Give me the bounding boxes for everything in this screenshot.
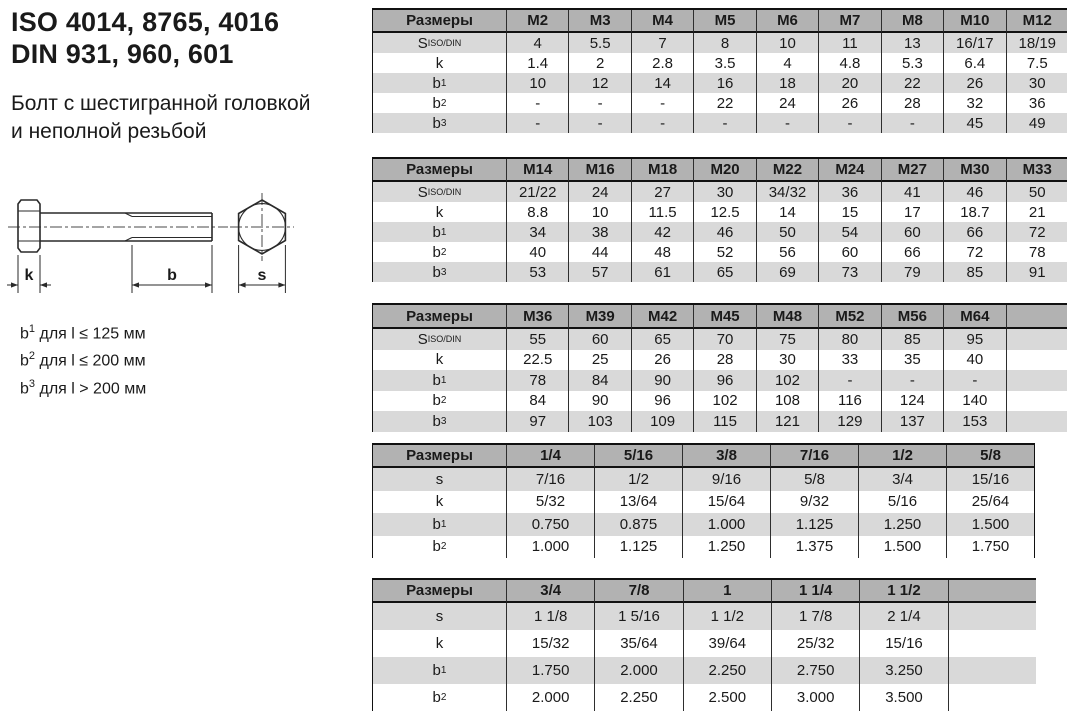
data-cell: 42	[631, 222, 693, 242]
data-cell: 15/64	[682, 491, 770, 514]
data-cell: -	[756, 113, 818, 133]
data-cell: 140	[943, 391, 1005, 412]
data-cell: 7.5	[1006, 53, 1067, 73]
data-cell: 10	[568, 202, 630, 222]
data-cell: 1.000	[506, 536, 594, 559]
data-cell: 24	[568, 182, 630, 202]
data-cell: 20	[818, 73, 880, 93]
dimension-table-metric-m2-m12	[372, 8, 1067, 133]
data-cell: 1.375	[770, 536, 858, 559]
column-header: 1	[683, 580, 771, 603]
data-cell: 15/32	[506, 630, 594, 657]
data-cell: 22	[693, 93, 755, 113]
data-cell: 30	[756, 350, 818, 371]
data-cell: 21/22	[506, 182, 568, 202]
data-cell: 7/16	[506, 468, 594, 491]
data-cell: 1/2	[594, 468, 682, 491]
data-cell: 1 7/8	[771, 603, 859, 630]
data-cell: 102	[693, 391, 755, 412]
column-header: M20	[693, 159, 755, 182]
column-header-empty	[948, 580, 1036, 603]
column-header: M2	[506, 10, 568, 33]
data-cell: 69	[756, 262, 818, 282]
column-header: M42	[631, 305, 693, 329]
column-header: 1/4	[506, 445, 594, 468]
data-cell: 85	[881, 329, 943, 350]
data-cell: 5.5	[568, 33, 630, 53]
data-cell: 80	[818, 329, 880, 350]
data-cell: 8.8	[506, 202, 568, 222]
data-cell-empty	[948, 630, 1036, 657]
column-header: M8	[881, 10, 943, 33]
data-cell: 18/19	[1006, 33, 1067, 53]
column-header: 3/8	[682, 445, 770, 468]
data-cell: 40	[506, 242, 568, 262]
product-subtitle	[11, 90, 310, 146]
data-cell-empty	[1006, 391, 1067, 412]
data-cell: 96	[693, 370, 755, 391]
data-cell: 70	[693, 329, 755, 350]
data-cell: 50	[756, 222, 818, 242]
standards-title	[11, 6, 279, 70]
row-label: b 1	[373, 657, 506, 684]
data-cell-empty	[1006, 370, 1067, 391]
data-cell: 4.8	[818, 53, 880, 73]
footnote-b3	[20, 373, 146, 400]
data-cell: -	[568, 93, 630, 113]
row-label: k	[435, 54, 444, 72]
column-header: 1/2	[858, 445, 946, 468]
data-cell: 48	[631, 242, 693, 262]
column-header: 7/16	[770, 445, 858, 468]
data-cell: 103	[568, 411, 630, 432]
size-header-label: Размеры	[373, 445, 506, 468]
data-cell: 4	[756, 53, 818, 73]
column-header: M6	[756, 10, 818, 33]
data-cell: 17	[881, 202, 943, 222]
data-cell: 34	[506, 222, 568, 242]
data-cell: 6.4	[943, 53, 1005, 73]
column-header: M52	[818, 305, 880, 329]
data-cell-empty	[1006, 350, 1067, 371]
data-cell: 2.250	[683, 657, 771, 684]
data-cell: 1.500	[946, 513, 1034, 536]
data-cell: 13/64	[594, 491, 682, 514]
data-cell: 11	[818, 33, 880, 53]
data-cell: 49	[1006, 113, 1067, 133]
row-label: s	[373, 603, 506, 630]
title-line-iso: ISO 4014, 8765, 4016	[11, 7, 280, 37]
data-cell: 12.5	[693, 202, 755, 222]
data-cell: 25/64	[946, 491, 1034, 514]
column-header: 1 1/4	[771, 580, 859, 603]
row-label: b 2	[432, 538, 447, 556]
data-cell: 28	[881, 93, 943, 113]
column-header: M24	[818, 159, 880, 182]
data-cell: 53	[506, 262, 568, 282]
footnote-symbol: b	[20, 352, 29, 370]
footnote-superscript: 3	[28, 377, 36, 390]
column-header: M27	[881, 159, 943, 182]
data-cell-empty	[948, 603, 1036, 630]
data-cell: 0.750	[506, 513, 594, 536]
row-label: S ISO/DIN	[373, 33, 506, 53]
data-cell: 95	[943, 329, 1005, 350]
data-cell: 26	[943, 73, 1005, 93]
row-label: s	[373, 468, 506, 491]
row-label: b 3	[373, 411, 506, 432]
data-cell: 3.5	[693, 53, 755, 73]
size-header-label: Размеры	[373, 305, 506, 329]
data-cell: 1 1/2	[683, 603, 771, 630]
column-header: M45	[693, 305, 755, 329]
row-label: b 1	[373, 73, 506, 93]
data-cell: 25/32	[771, 630, 859, 657]
data-cell: 1.250	[858, 513, 946, 536]
column-header: M33	[1006, 159, 1067, 182]
data-cell: -	[568, 113, 630, 133]
title-line-din: DIN 931, 960, 601	[11, 39, 234, 69]
data-cell: 10	[506, 73, 568, 93]
data-cell: 15	[818, 202, 880, 222]
data-cell: 73	[818, 262, 880, 282]
data-cell: 36	[1006, 93, 1067, 113]
data-cell: 9/16	[682, 468, 770, 491]
data-cell: 14	[756, 202, 818, 222]
data-cell: 137	[881, 411, 943, 432]
row-label: b 3	[373, 113, 506, 133]
data-cell: 3.250	[859, 657, 947, 684]
footnote-b1	[20, 318, 146, 345]
data-cell-empty	[1006, 411, 1067, 432]
column-header: M5	[693, 10, 755, 33]
data-cell-empty	[948, 657, 1036, 684]
data-cell: 1.750	[506, 657, 594, 684]
dimension-table-inch-threequarter-to-oneandhalf	[372, 578, 1036, 711]
data-cell: 34/32	[756, 182, 818, 202]
footnote-superscript: 2	[28, 350, 36, 363]
data-cell: 75	[756, 329, 818, 350]
row-label: k	[435, 351, 444, 369]
bolt-end-view	[230, 193, 294, 293]
data-cell: 129	[818, 411, 880, 432]
data-cell: 57	[568, 262, 630, 282]
data-cell: 13	[881, 33, 943, 53]
data-cell: 96	[631, 391, 693, 412]
dimension-table-inch-quarter-to-fiveeighths	[372, 443, 1035, 558]
data-cell: 115	[693, 411, 755, 432]
data-cell: 116	[818, 391, 880, 412]
data-cell: 15/16	[859, 630, 947, 657]
data-cell: 8	[693, 33, 755, 53]
data-cell: 22.5	[506, 350, 568, 371]
data-cell: -	[818, 113, 880, 133]
data-cell: 55	[506, 329, 568, 350]
data-cell: 66	[943, 222, 1005, 242]
data-cell: 5/8	[770, 468, 858, 491]
data-cell: 3.500	[859, 684, 947, 711]
data-cell: 25	[568, 350, 630, 371]
row-label: S ISO/DIN	[373, 182, 506, 202]
footnotes	[20, 318, 146, 400]
column-header: M10	[943, 10, 1005, 33]
dim-label-k: k	[24, 267, 34, 284]
data-cell: 40	[943, 350, 1005, 371]
data-cell: 65	[631, 329, 693, 350]
data-cell: 45	[943, 113, 1005, 133]
data-cell: 4	[506, 33, 568, 53]
data-cell: 90	[568, 391, 630, 412]
column-header: 7/8	[594, 580, 682, 603]
bolt-side-view	[7, 200, 228, 293]
data-cell: 72	[1006, 222, 1067, 242]
data-cell: 36	[818, 182, 880, 202]
data-cell: 90	[631, 370, 693, 391]
data-cell: 2.8	[631, 53, 693, 73]
data-cell: 79	[881, 262, 943, 282]
data-cell: 21	[1006, 202, 1067, 222]
data-cell: 121	[756, 411, 818, 432]
data-cell: 1.250	[682, 536, 770, 559]
data-cell: 153	[943, 411, 1005, 432]
data-cell: 91	[1006, 262, 1067, 282]
data-cell: 27	[631, 182, 693, 202]
data-cell: 54	[818, 222, 880, 242]
column-header: M12	[1006, 10, 1067, 33]
data-cell: 18	[756, 73, 818, 93]
data-cell: 11.5	[631, 202, 693, 222]
column-header: M3	[568, 10, 630, 33]
column-header: M14	[506, 159, 568, 182]
dim-label-s: s	[257, 267, 267, 284]
data-cell: 33	[818, 350, 880, 371]
data-cell: 50	[1006, 182, 1067, 202]
column-header: M56	[881, 305, 943, 329]
data-cell-empty	[948, 684, 1036, 711]
data-cell: 16/17	[943, 33, 1005, 53]
data-cell: 2.750	[771, 657, 859, 684]
row-label: k	[435, 635, 444, 652]
data-cell: 109	[631, 411, 693, 432]
data-cell: 44	[568, 242, 630, 262]
row-label: b 1	[373, 513, 506, 536]
column-header: 1 1/2	[859, 580, 947, 603]
footnote-text: для l ≤ 200 мм	[39, 352, 146, 370]
data-cell: -	[506, 93, 568, 113]
data-cell: -	[693, 113, 755, 133]
data-cell: 16	[693, 73, 755, 93]
bolt-technical-drawing	[6, 185, 336, 305]
data-cell: 26	[631, 350, 693, 371]
data-cell: 38	[568, 222, 630, 242]
data-cell: 46	[943, 182, 1005, 202]
row-label: b 3	[373, 262, 506, 282]
row-label: k	[435, 203, 444, 221]
data-cell: 9/32	[770, 491, 858, 514]
data-cell: 2 1/4	[859, 603, 947, 630]
data-cell: 2.250	[594, 684, 682, 711]
column-header: M36	[506, 305, 568, 329]
row-label: b 2	[432, 243, 447, 261]
data-cell: 84	[568, 370, 630, 391]
subtitle-line-1: Болт с шестигранной головкой	[11, 92, 311, 115]
subtitle-line-2: и неполной резьбой	[11, 120, 207, 143]
data-cell: 78	[506, 370, 568, 391]
data-cell: 18.7	[943, 202, 1005, 222]
data-cell: -	[631, 93, 693, 113]
footnote-b2	[20, 345, 146, 372]
data-cell: 7	[631, 33, 693, 53]
data-cell: 14	[631, 73, 693, 93]
data-cell: 60	[818, 242, 880, 262]
data-cell: 97	[506, 411, 568, 432]
footnote-symbol: b	[20, 325, 29, 343]
row-label: b 1	[373, 222, 506, 242]
data-cell: 65	[693, 262, 755, 282]
data-cell-empty	[1006, 329, 1067, 350]
data-cell: 3/4	[858, 468, 946, 491]
data-cell: 12	[568, 73, 630, 93]
data-cell: -	[631, 113, 693, 133]
row-label: b 2	[432, 94, 447, 112]
data-cell: 2.000	[594, 657, 682, 684]
column-header: M64	[943, 305, 1005, 329]
data-cell: 124	[881, 391, 943, 412]
column-header: M4	[631, 10, 693, 33]
data-cell: 102	[756, 370, 818, 391]
data-cell: 35	[881, 350, 943, 371]
data-cell: 61	[631, 262, 693, 282]
data-cell: 1.125	[770, 513, 858, 536]
size-header-label: Размеры	[373, 580, 506, 603]
data-cell: 78	[1006, 242, 1067, 262]
data-cell: 35/64	[594, 630, 682, 657]
dimension-table-metric-m14-m33	[372, 157, 1067, 282]
data-cell: 46	[693, 222, 755, 242]
data-cell: 3.000	[771, 684, 859, 711]
data-cell: 85	[943, 262, 1005, 282]
column-header: M18	[631, 159, 693, 182]
data-cell: 26	[818, 93, 880, 113]
data-cell: 52	[693, 242, 755, 262]
data-cell: 66	[881, 242, 943, 262]
data-cell: 5/16	[858, 491, 946, 514]
data-cell: 1.125	[594, 536, 682, 559]
dim-label-b: b	[167, 267, 177, 284]
size-header-label: Размеры	[373, 159, 506, 182]
data-cell: 1 1/8	[506, 603, 594, 630]
column-header: M39	[568, 305, 630, 329]
data-cell: 0.875	[594, 513, 682, 536]
row-label: S ISO/DIN	[373, 329, 506, 350]
column-header: 5/8	[946, 445, 1034, 468]
column-header: M22	[756, 159, 818, 182]
column-header: M16	[568, 159, 630, 182]
footnote-symbol: b	[20, 379, 29, 397]
data-cell: 2.500	[683, 684, 771, 711]
data-cell: 41	[881, 182, 943, 202]
data-cell: 15/16	[946, 468, 1034, 491]
data-cell: 5/32	[506, 491, 594, 514]
column-header-empty	[1006, 305, 1067, 329]
data-cell: 72	[943, 242, 1005, 262]
row-label: b 2	[432, 392, 447, 410]
column-header: M48	[756, 305, 818, 329]
data-cell: 5.3	[881, 53, 943, 73]
footnote-superscript: 1	[28, 323, 36, 335]
data-cell: 39/64	[683, 630, 771, 657]
data-cell: 2.000	[506, 684, 594, 711]
column-header: M7	[818, 10, 880, 33]
data-cell: 56	[756, 242, 818, 262]
dimension-table-metric-m36-m64	[372, 303, 1067, 432]
data-cell: -	[943, 370, 1005, 391]
data-cell: 1 5/16	[594, 603, 682, 630]
data-cell: 28	[693, 350, 755, 371]
data-cell: 108	[756, 391, 818, 412]
data-cell: -	[881, 370, 943, 391]
data-cell: -	[881, 113, 943, 133]
data-cell: 1.000	[682, 513, 770, 536]
data-cell: -	[818, 370, 880, 391]
data-cell: 30	[693, 182, 755, 202]
data-cell: -	[506, 113, 568, 133]
data-cell: 10	[756, 33, 818, 53]
data-cell: 22	[881, 73, 943, 93]
data-cell: 84	[506, 391, 568, 412]
row-label: k	[435, 493, 444, 511]
data-cell: 1.4	[506, 53, 568, 73]
data-cell: 1.750	[946, 536, 1034, 559]
column-header: M30	[943, 159, 1005, 182]
data-cell: 60	[881, 222, 943, 242]
data-cell: 1.500	[858, 536, 946, 559]
size-header-label: Размеры	[373, 10, 506, 33]
data-cell: 24	[756, 93, 818, 113]
data-cell: 30	[1006, 73, 1067, 93]
footnote-text: для l > 200 мм	[39, 379, 147, 397]
footnote-text: для l ≤ 125 мм	[39, 325, 146, 343]
column-header: 5/16	[594, 445, 682, 468]
data-cell: 60	[568, 329, 630, 350]
row-label: b 1	[373, 370, 506, 391]
data-cell: 32	[943, 93, 1005, 113]
row-label: b 2	[432, 689, 447, 706]
data-cell: 2	[568, 53, 630, 73]
column-header: 3/4	[506, 580, 594, 603]
